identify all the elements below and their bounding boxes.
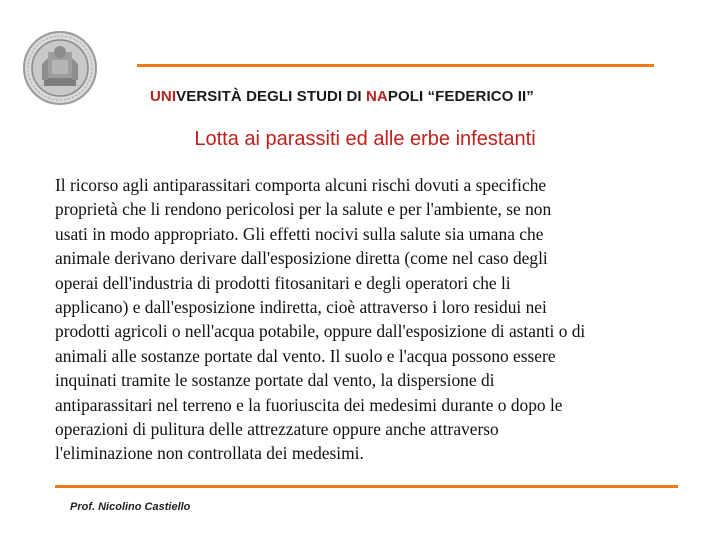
university-seal-icon <box>22 30 98 106</box>
header-divider <box>137 64 654 67</box>
slide-body: Il ricorso agli antiparassitari comporta alcuni rischi dovuti a specifiche proprietà che li rendono pericolosi per la salute e per l'ambiente, se non usati in modo appropriato. Gli effetti nocivi sulla salute sia umana che animale derivano derivare dall'esposizione diretta (come nel caso degli operai dell'industria di prodotti fitosanitari e degli operatori che li applicano) e dall'esposizione indiretta, cioè attraverso i loro residui nei prodotti agricoli o nell'acqua potabile, oppure dall'esposizione di astanti o di animali alle sostanze portate dal vento. Il suolo e l'acqua possono essere inquinati tramite le sostanze portate dal vento, la dispersione di antiparassitari nel terreno e la fuoriuscita dei medesimi durante o dopo le operazioni di pulitura delle attrezzature oppure anche attraverso l'eliminazione non controllata dei medesimi. <box>55 175 586 464</box>
university-mid: VERSITÀ DEGLI STUDI DI <box>176 88 366 105</box>
university-rest: POLI <box>387 88 428 105</box>
university-name <box>150 88 670 105</box>
university-na: NA <box>365 88 388 105</box>
author-name: Prof. Nicolino Castiello <box>70 501 191 513</box>
university-federico: “FEDERICO II” <box>427 88 534 105</box>
slide-title-container <box>0 128 720 151</box>
university-prefix: UNI <box>150 88 177 105</box>
slide-title: Lotta ai parassiti ed alle erbe infestanti <box>194 128 536 150</box>
footer-divider <box>55 485 678 488</box>
